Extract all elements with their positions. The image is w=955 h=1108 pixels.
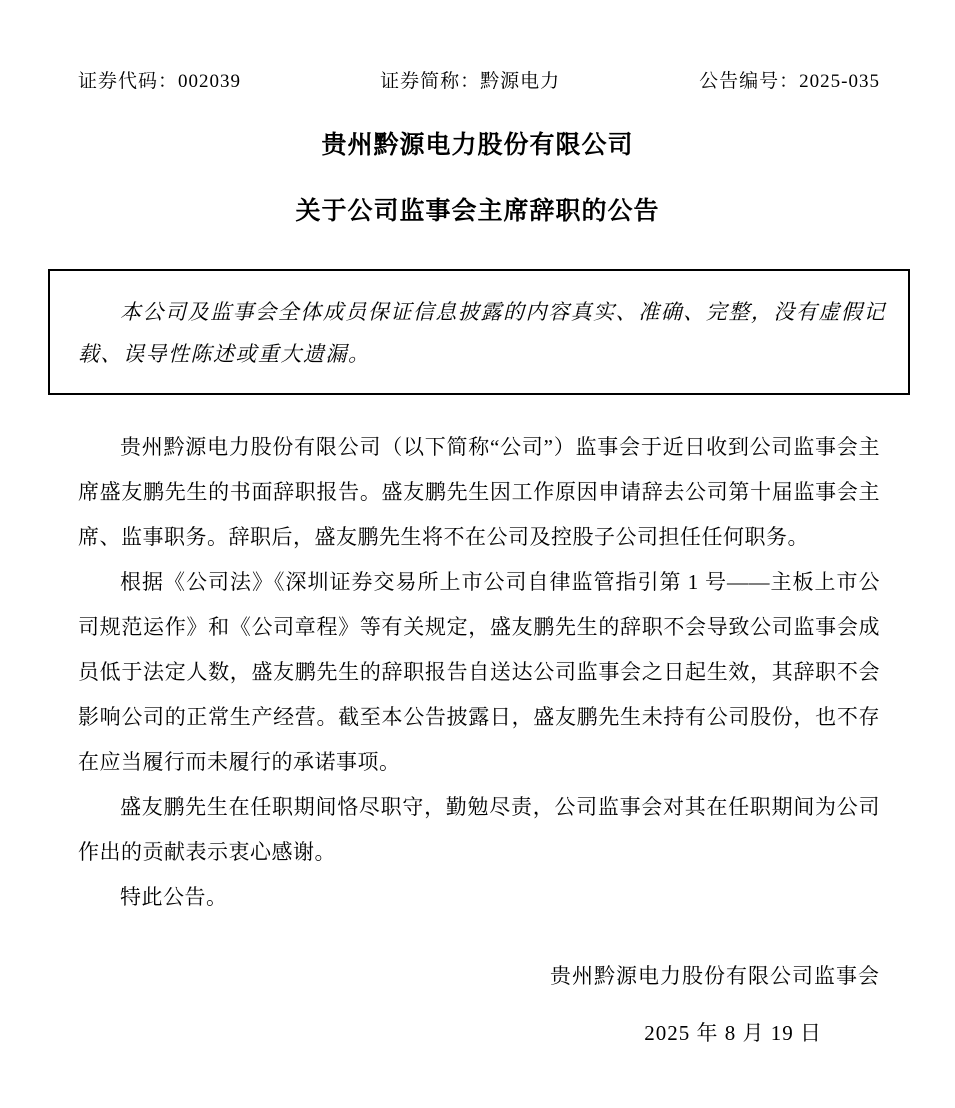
stock-code: 证券代码：002039 bbox=[78, 71, 242, 92]
notice-number: 公告编号：2025-035 bbox=[699, 71, 880, 92]
signer-name: 贵州黔源电力股份有限公司监事会 bbox=[550, 964, 880, 988]
body-paragraph: 根据《公司法》《深圳证券交易所上市公司自律监管指引第 1 号——主板上市公司规范运作》和《公司章程》等有关规定，盛友鹏先生的辞职不会导致公司监事会成员低于法定人数，盛友鹏先生的辞职报告自送达公司监事会之日起生效，其辞职不会影响公司的正常生产经营。截至本公告披露日，盛友鹏先生未持有公司股份，也不存在应当履行而未履行的承诺事项。 bbox=[78, 570, 880, 774]
announcement-body bbox=[0, 425, 955, 920]
company-title: 贵州黔源电力股份有限公司 bbox=[321, 131, 634, 159]
truthfulness-statement-box bbox=[48, 269, 910, 395]
statement-text: 本公司及监事会全体成员保证信息披露的内容真实、准确、完整，没有虚假记载、误导性陈述或重大遗漏。 bbox=[78, 300, 886, 366]
signature-block bbox=[0, 954, 955, 1056]
announcement-title: 关于公司监事会主席辞职的公告 bbox=[295, 197, 660, 225]
stock-short-name: 证券简称：黔源电力 bbox=[380, 71, 561, 92]
body-paragraph: 特此公告。 bbox=[120, 885, 228, 909]
signature-date: 2025 年 8 月 19 日 bbox=[644, 1021, 822, 1045]
document-header bbox=[0, 0, 955, 93]
body-paragraph: 贵州黔源电力股份有限公司（以下简称“公司”）监事会于近日收到公司监事会主席盛友鹏先生的书面辞职报告。盛友鹏先生因工作原因申请辞去公司第十届监事会主席、监事职务。辞职后，盛友鹏先生将不在公司及控股子公司担任任何职务。 bbox=[78, 435, 880, 549]
body-paragraph: 盛友鹏先生在任职期间恪尽职守，勤勉尽责，公司监事会对其在任职期间为公司作出的贡献表示衷心感谢。 bbox=[78, 795, 880, 864]
